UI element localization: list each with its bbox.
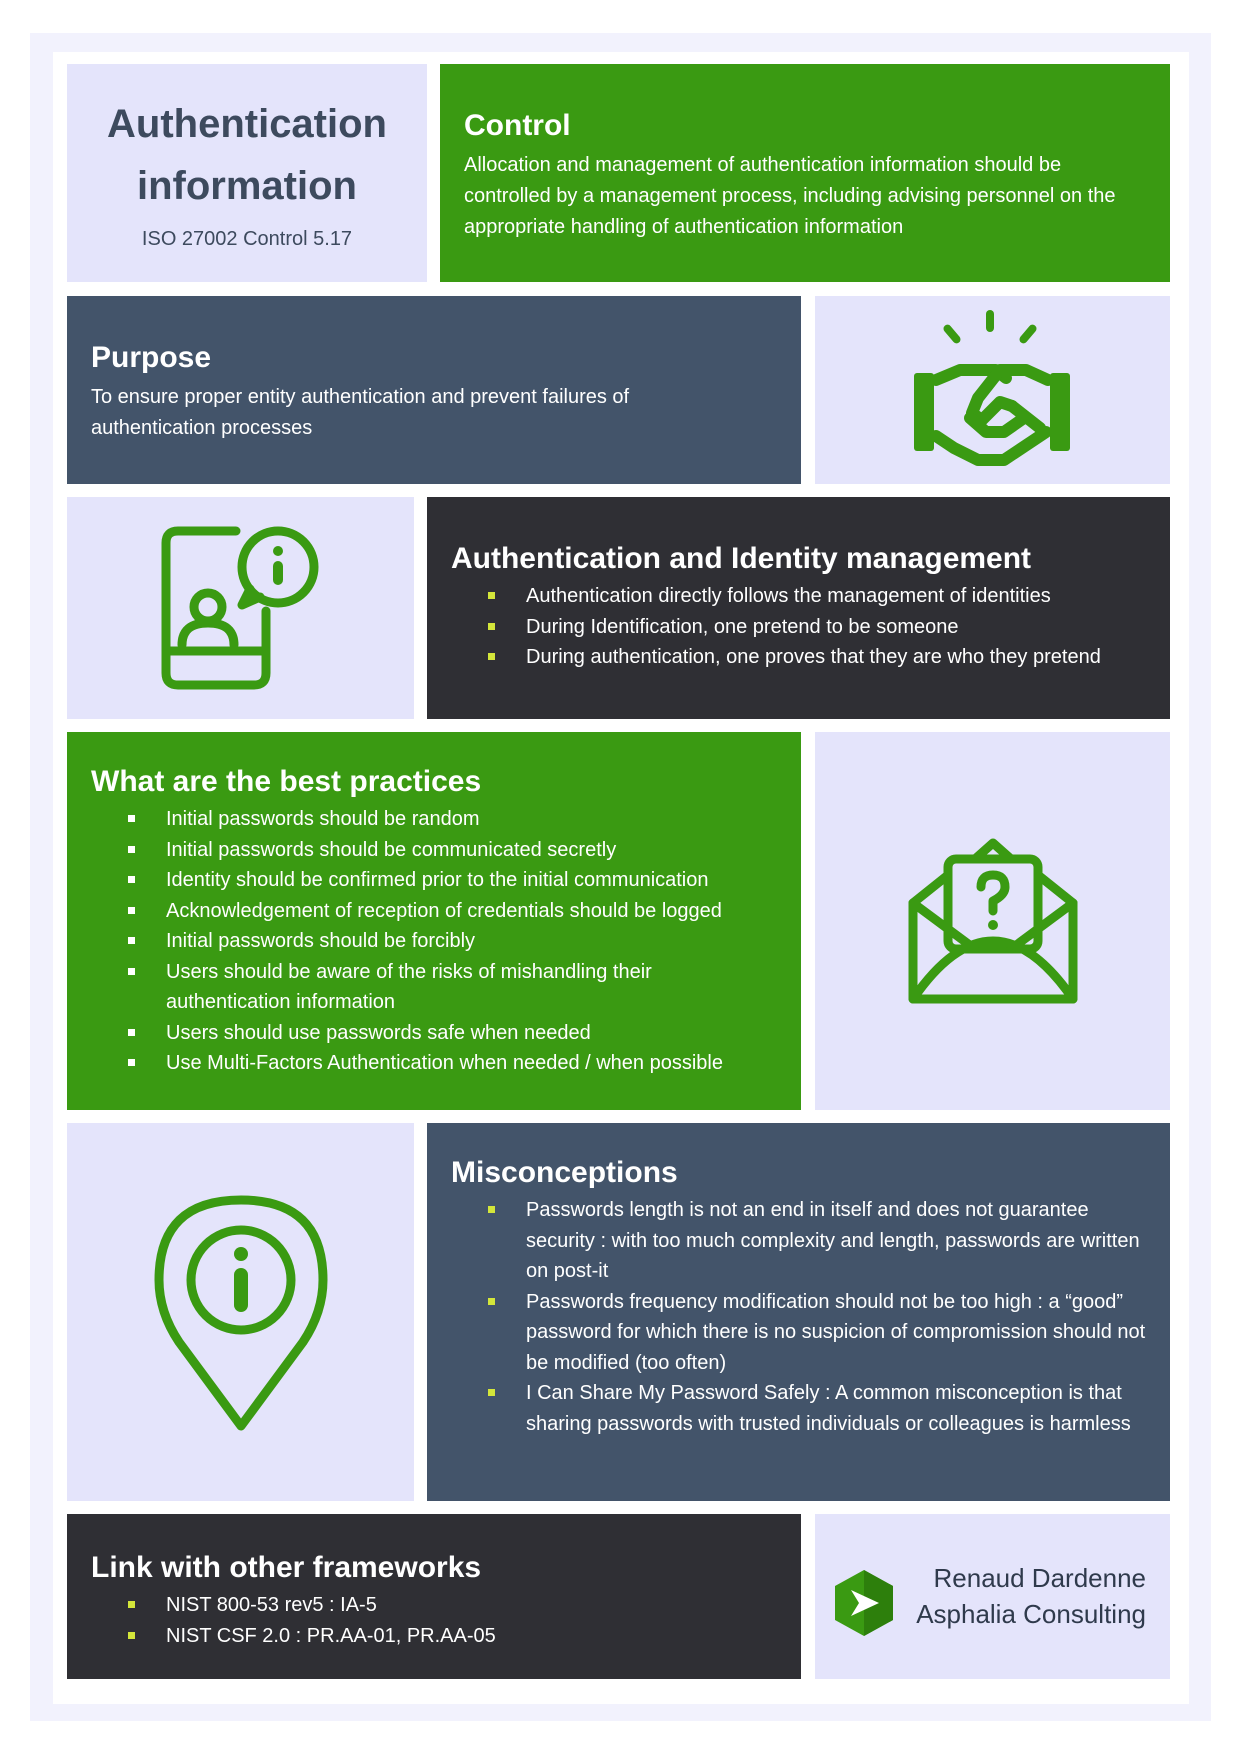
list-item: Initial passwords should be forcibly xyxy=(166,926,753,957)
identity-card xyxy=(427,497,1170,719)
frameworks-heading: Link with other frameworks xyxy=(91,1551,482,1584)
control-heading: Control xyxy=(464,109,571,142)
best-practices-heading: What are the best practices xyxy=(91,765,482,798)
list-item: Acknowledgement of reception of credentials should be logged xyxy=(166,896,753,927)
list-item: I Can Share My Password Safely : A common misconception is that sharing passwords with trusted individuals or colleagues is harmless xyxy=(526,1378,1146,1439)
list-item: NIST 800-53 rev5 : IA-5 xyxy=(166,1590,777,1621)
list-item: Passwords frequency modification should not be too high : a “good” password for which there is no suspicion of compromission should not be modified (too often) xyxy=(526,1287,1146,1379)
asphalia-logo-icon xyxy=(833,1568,895,1638)
list-item: Identity should be confirmed prior to the initial communication xyxy=(166,865,753,896)
envelope-card xyxy=(815,732,1170,1110)
location-info-icon xyxy=(151,1192,331,1432)
list-item: Initial passwords should be random xyxy=(166,804,753,835)
purpose-heading: Purpose xyxy=(91,341,212,374)
control-text: Allocation and management of authentication information should be controlled by a management process, including advising personnel on the appropriate handling of authentication information xyxy=(464,154,1116,238)
page-subtitle: ISO 27002 Control 5.17 xyxy=(141,228,353,250)
author-company: Asphalia Consulting xyxy=(916,1599,1146,1629)
list-item: Users should use passwords safe when needed xyxy=(166,1018,753,1049)
list-item: Authentication directly follows the management of identities xyxy=(526,581,1146,612)
misconceptions-heading: Misconceptions xyxy=(451,1156,678,1189)
identity-list xyxy=(451,581,1146,673)
page-title-line1: Authentication xyxy=(107,102,387,146)
purpose-text: To ensure proper entity authentication and prevent failures of authentication processes xyxy=(91,386,630,439)
list-item: Users should be aware of the risks of mishandling their authentication information xyxy=(166,957,753,1018)
list-item: NIST CSF 2.0 : PR.AA-01, PR.AA-05 xyxy=(166,1621,777,1652)
identity-heading: Authentication and Identity management xyxy=(451,542,1032,575)
author-name: Renaud Dardenne xyxy=(933,1563,1146,1593)
phone-info-card xyxy=(67,497,414,719)
author-card xyxy=(815,1514,1170,1679)
location-info-card xyxy=(67,1123,414,1501)
author-block xyxy=(916,1560,1146,1632)
page-title-line2: information xyxy=(137,164,357,208)
list-item: During Identification, one pretend to be someone xyxy=(526,612,1146,643)
list-item: Initial passwords should be communicated secretly xyxy=(166,835,753,866)
frameworks-list xyxy=(91,1590,777,1651)
handshake-icon xyxy=(908,308,1078,473)
misconceptions-card xyxy=(427,1123,1170,1501)
list-item: During authentication, one proves that they are who they pretend xyxy=(526,642,1146,673)
misconceptions-list xyxy=(451,1195,1146,1439)
best-practices-list xyxy=(91,804,777,1079)
phone-info-icon xyxy=(156,523,326,693)
handshake-card xyxy=(815,296,1170,484)
frameworks-card xyxy=(67,1514,801,1679)
control-card xyxy=(440,64,1170,282)
list-item: Use Multi-Factors Authentication when needed / when possible xyxy=(166,1048,753,1079)
purpose-card xyxy=(67,296,801,484)
title-card xyxy=(67,64,427,282)
list-item: Passwords length is not an end in itself and does not guarantee security : with too much complexity and length, passwords are written on post-it xyxy=(526,1195,1146,1287)
best-practices-card xyxy=(67,732,801,1110)
envelope-question-icon xyxy=(903,831,1083,1011)
